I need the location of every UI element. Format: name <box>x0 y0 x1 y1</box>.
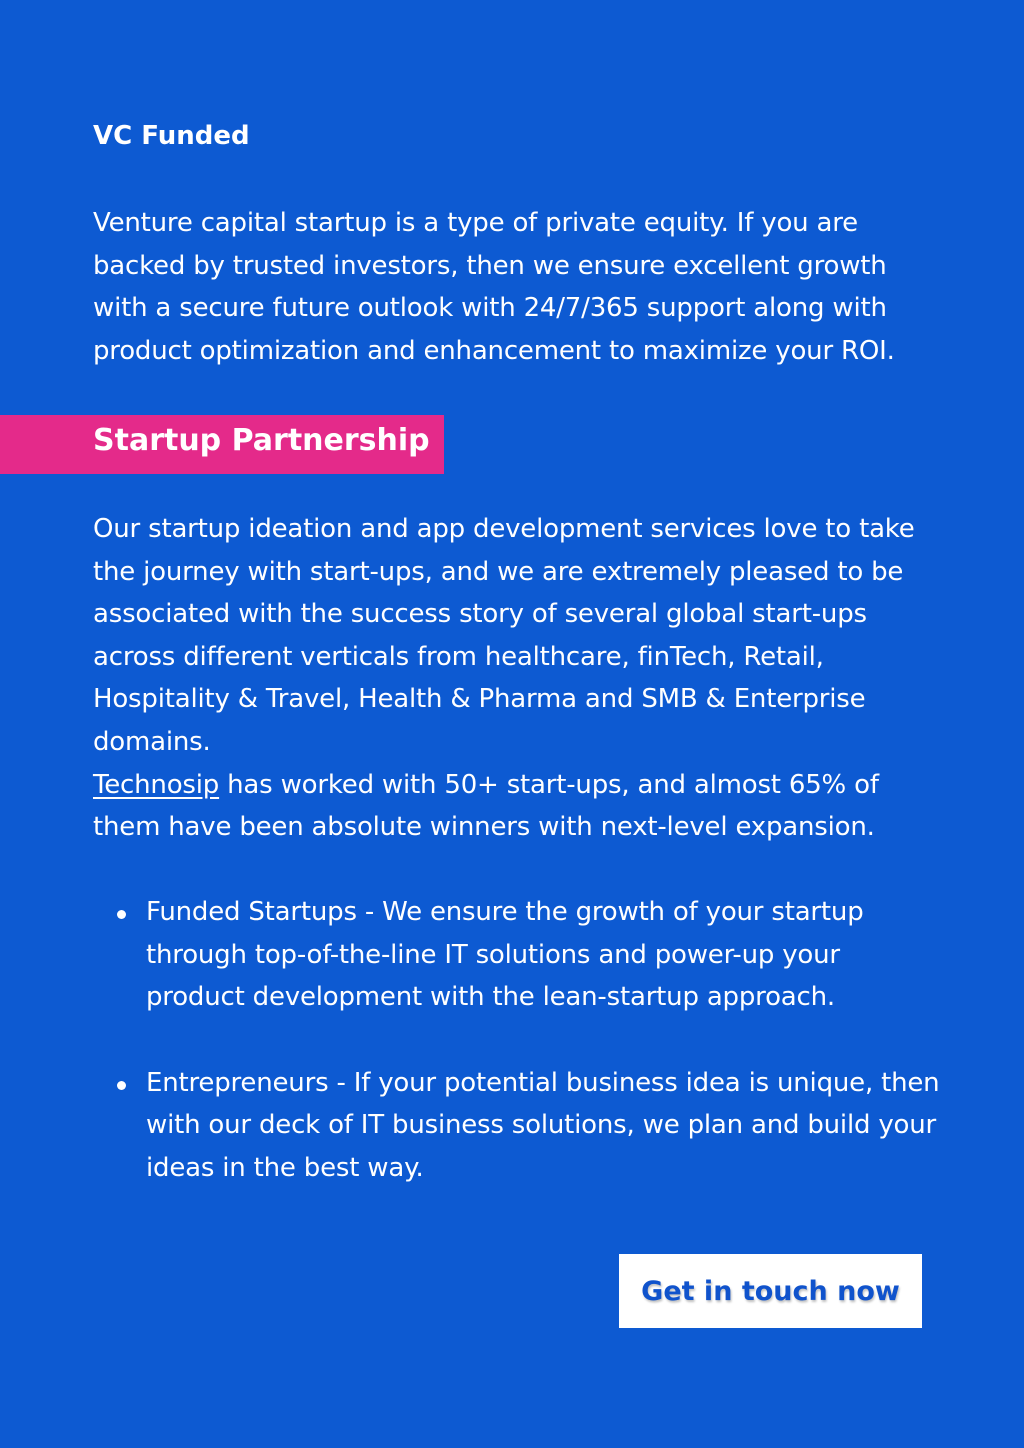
list-item <box>93 1062 943 1190</box>
bullet-icon <box>117 1081 126 1090</box>
startup-partnership-section <box>93 508 943 849</box>
list-item <box>93 891 943 1019</box>
partnership-stats-text: has worked with 50+ start-ups, and almost 65% of them have been absolute winners with next-level expansion. <box>93 769 879 843</box>
list-item-text: Entrepreneurs - If your potential business idea is unique, then with our deck of IT business solutions, we plan and build your ideas in the best way. <box>146 1067 940 1183</box>
partnership-body: Our startup ideation and app development services love to take the journey with start-ups, and we are extremely pleased to be associated with the success story of several global start-ups across different verticals from healthcare, finTech, Retail, Hospitality & Travel, Health & Pharma and SMB & Enterprise domains. <box>93 514 915 757</box>
list-item-text: Funded Startups - We ensure the growth of your startup through top-of-the-line IT solutions and power-up your product development with the lean-startup approach. <box>146 897 864 1013</box>
technosip-link[interactable]: Technosip <box>93 769 220 800</box>
vc-funded-section <box>93 116 943 372</box>
bullet-icon <box>117 910 126 919</box>
startup-types-list <box>93 891 943 1233</box>
startup-partnership-title: Startup Partnership <box>93 423 430 458</box>
get-in-touch-button[interactable]: Get in touch now <box>619 1254 922 1328</box>
vc-funded-heading: VC Funded <box>93 121 250 151</box>
vc-funded-body: Venture capital startup is a type of private equity. If you are backed by trusted investors, then we ensure excellent growth with a secure future outlook with 24/7/365 support along with product optimization and enhancement to maximize your ROI. <box>93 208 895 366</box>
partnership-stats <box>93 764 943 849</box>
startup-partnership-banner <box>0 415 444 474</box>
